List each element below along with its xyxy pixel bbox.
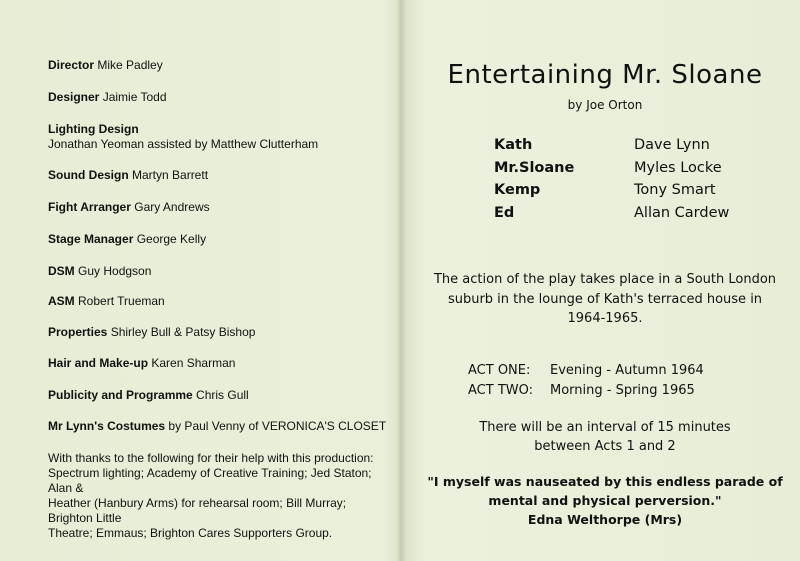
credit-role: DSM bbox=[48, 264, 75, 278]
programme-page bbox=[410, 0, 800, 561]
credit-fight-arranger bbox=[48, 200, 210, 215]
credit-hair-makeup bbox=[48, 356, 235, 371]
credit-name: Jaimie Todd bbox=[99, 90, 167, 104]
credit-sound-design bbox=[48, 168, 208, 183]
cast-actor: Allan Cardew bbox=[634, 204, 730, 221]
setting-line: The action of the play takes place in a South London bbox=[433, 272, 777, 287]
cast-row bbox=[494, 182, 794, 205]
cast-row bbox=[494, 205, 794, 228]
credit-role: Properties bbox=[48, 325, 108, 339]
act-row bbox=[468, 361, 788, 381]
credit-role: Mr Lynn's Costumes bbox=[48, 419, 166, 433]
credit-role: Designer bbox=[48, 90, 100, 104]
credit-stage-manager bbox=[48, 232, 206, 247]
quote-attribution: Edna Welthorpe (Mrs) bbox=[527, 512, 683, 527]
credit-name: Gary Andrews bbox=[130, 200, 210, 214]
play-author: by Joe Orton bbox=[567, 98, 643, 112]
play-title: Entertaining Mr. Sloane bbox=[447, 60, 763, 90]
credit-name: Mike Padley bbox=[94, 58, 163, 72]
cast-actor: Dave Lynn bbox=[634, 137, 710, 153]
act-text: Morning - Spring 1965 bbox=[550, 383, 695, 398]
credit-name: George Kelly bbox=[133, 232, 207, 246]
page-fold bbox=[396, 0, 406, 561]
credit-name: Martyn Barrett bbox=[128, 168, 209, 182]
setting-note bbox=[430, 270, 780, 329]
quote bbox=[420, 472, 790, 510]
credit-role: Director bbox=[48, 58, 95, 72]
credit-publicity bbox=[48, 388, 249, 403]
credit-name: Shirley Bull & Patsy Bishop bbox=[107, 325, 256, 339]
act-label: ACT TWO: bbox=[468, 383, 533, 398]
credit-name: Robert Trueman bbox=[74, 294, 165, 308]
credit-name: Karen Sharman bbox=[148, 356, 236, 370]
interval-line: There will be an interval of 15 minutes bbox=[479, 420, 731, 435]
credit-properties bbox=[48, 325, 255, 340]
credit-lighting-design bbox=[48, 122, 318, 152]
credit-designer bbox=[48, 90, 167, 105]
credit-name: by Paul Venny of VERONICA'S CLOSET bbox=[165, 419, 387, 433]
interval-note bbox=[430, 418, 780, 456]
cast-role: Kath bbox=[494, 137, 533, 153]
cast-role: Kemp bbox=[494, 182, 541, 198]
credit-dsm bbox=[48, 264, 151, 279]
credit-role: Publicity and Programme bbox=[48, 388, 193, 402]
cast-actor: Tony Smart bbox=[634, 182, 716, 198]
thanks-line: With thanks to the following for their help with this production: bbox=[48, 451, 374, 465]
credit-role: Lighting Design bbox=[48, 122, 139, 136]
cast-role: Mr.Sloane bbox=[494, 159, 575, 176]
thanks-line: Heather (Hanbury Arms) for rehearsal room; Bill Murray; Brighton Little bbox=[48, 496, 347, 525]
setting-line: suburb in the lounge of Kath's terraced house in bbox=[447, 291, 763, 307]
thanks-line: Theatre; Emmaus; Brighton Cares Supporters Group. bbox=[48, 526, 333, 540]
credit-director bbox=[48, 58, 163, 73]
credit-role: Sound Design bbox=[48, 168, 129, 182]
cast-row bbox=[494, 160, 794, 183]
credit-role: Fight Arranger bbox=[48, 200, 131, 214]
credit-role: Hair and Make-up bbox=[48, 356, 149, 370]
credit-name: Guy Hodgson bbox=[74, 264, 152, 278]
act-text: Evening - Autumn 1964 bbox=[550, 363, 704, 378]
credit-role: Stage Manager bbox=[48, 232, 134, 246]
cast-row bbox=[494, 137, 794, 160]
acts-schedule bbox=[468, 361, 788, 401]
thanks-paragraph bbox=[48, 451, 393, 541]
credit-asm bbox=[48, 294, 165, 309]
quote-line: mental and physical perversion." bbox=[488, 493, 722, 508]
cast-list bbox=[494, 137, 794, 227]
credit-costumes bbox=[48, 419, 386, 434]
thanks-line: Spectrum lighting; Academy of Creative Training; Jed Staton; Alan & bbox=[48, 466, 372, 495]
credit-role: ASM bbox=[48, 294, 75, 308]
credit-name: Chris Gull bbox=[192, 388, 249, 402]
act-row bbox=[468, 381, 788, 401]
quote-line: "I myself was nauseated by this endless parade of bbox=[427, 474, 783, 489]
cast-role: Ed bbox=[494, 204, 515, 221]
setting-line: 1964-1965. bbox=[567, 311, 643, 326]
act-label: ACT ONE: bbox=[468, 363, 531, 378]
credit-name: Jonathan Yeoman assisted by Matthew Clutterham bbox=[48, 137, 319, 151]
interval-line: between Acts 1 and 2 bbox=[534, 439, 676, 454]
cast-actor: Myles Locke bbox=[634, 159, 722, 176]
